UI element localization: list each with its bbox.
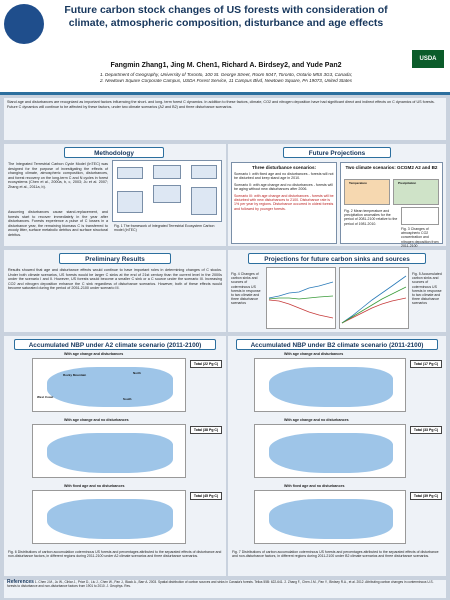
fig4-caption: Fig. 4 Changes of carbon sinks and sources of coterminous US forests in response to two climate and three disturbance scenarios [231,272,261,306]
a2-row1-label: With age change and disturbances [64,352,124,356]
region-north: North [133,371,141,375]
poster-header [0,0,450,95]
fig4-lines [267,268,335,328]
methodology-panel [4,144,226,246]
a2-map-3 [32,490,186,544]
diagram-node [191,187,217,215]
diagram-node [117,167,143,179]
methodology-title: Methodology [64,147,164,158]
references-text: 1. Chen J.M., Ju W., Cihlar J., Price D., Liu J., Chen W., Pan J., Black A., Barr A. 2003. Spatial distribution of carbon sources and sinks in Canada's forests. Tellus 55B: 622-641. 2. Zhang F., Chen J.M., Pan Y., Birdsey R.A., et al. 2012. Attributing carbon changes in conterminous U.S. forests to disturbance and non-disturbance factors from 1901 to 2010. J. Geophys. Res. [7,580,434,588]
a2-map-1 [32,358,186,412]
fig5-chart [339,267,409,329]
us-map-shape [47,433,173,473]
us-map-shape [269,433,393,473]
a2-total-1: Total (22 Pg C) [190,360,222,368]
affiliation-1: 1. Department of Geography, University of Toronto, 100 St. George Street, Room 5047, Toronto, Ontario M5S 3G3, Canada; [99,72,353,77]
region-rocky: Rocky Mountain [63,373,87,377]
us-map-shape [269,367,393,407]
us-map-shape [269,499,393,539]
projections-sink-title: Projections for future carbon sinks and sources [248,253,426,264]
future-projections-panel [228,144,446,246]
a2-map-2 [32,424,186,478]
methodology-text-1: The Integrated Terrestrial Carbon Cycle Model (InTEC) was designed for the purpose of investigating the effects of changing climate, atmospheric composition, disturbances, and forest recovery on the long-term C and N cycles in forest ecosystems (Chen et al., 2000a, b, c, 2003; Ju et al. 2007; Zhang et al., 2011a, b). [8,162,108,189]
b2-map-1 [254,358,406,412]
affiliations [56,72,396,84]
b2-total-1: Total (17 Pg C) [410,360,442,368]
authors: Fangmin Zhang1, Jing M. Chen1, Richard A. Birdsey2, and Yude Pan2 [110,62,342,69]
methodology-text-2: Assuming disturbances cause stand-replacement, and forests start to recover immediately in the year after disturbances. Forests experience a pulse of C losses in a disturbance year, the remaining biomass C is transferred to woody litter, surface metabolic detritus and surface structural detritus. [8,210,108,237]
region-west: West Coast [37,395,54,399]
fig2-caption: Fig. 2 Mean temperature and precipitation anomalies for the period of 2081-2100 relative to the period of 1981-2010. [344,209,398,226]
scenario-2: Scenario II: with age change and no disturbances - forests will be aging without new disturbances after 2006. [234,182,333,192]
fig7-caption: Fig. 7 Distributions of carbon accumulation coterminous US forests and percentages attributed to the separated effects of disturbance and non-disturbance factors, in different regions during 2011-2100 under B2 climate scenarios and three disturbance scenarios. [232,550,439,559]
temperature-map [344,179,390,205]
b2-total-2: Total (33 Pg C) [410,426,442,434]
precipitation-map [393,179,439,205]
three-scenarios-box [231,162,337,244]
diagram-node [153,165,181,179]
b2-map-2 [254,424,406,478]
b2-panel [228,336,446,576]
fig3-caption: Fig. 3 Changes of atmospheric CO2 concentration and nitrogen deposition from 2011-2100 [401,227,439,248]
fig5-lines [340,268,408,328]
b2-title: Accumulated NBP under B2 climate scenario (2011-2100) [236,339,438,350]
university-logo-icon [4,4,44,44]
a2-row2-label: With age change and no disturbances [64,418,129,422]
a2-title: Accumulated NBP under A2 climate scenario (2011-2100) [14,339,216,350]
co2-line-chart [401,207,439,225]
diagram-node [117,191,143,213]
scenario-3: Scenario III: with age change and disturbances - forests will be disturbed with new disturbances to 2100. Disturbance rate is 1% per year by regions. Disturbance occurred in oldest forests and followed by younger forests. [234,193,334,211]
three-scenarios-heading: Three disturbance scenarios: [251,165,317,170]
poster-title: Future carbon stock changes of US forests with consideration of climate, atmospheric composition, disturbance and age effects [64,4,388,29]
a2-row3-label: With fixed age and no disturbances [64,484,125,488]
scenario-1: Scenario I: with fixed age and no disturbances - forests will not be disturbed and keep stand age in 2010. [234,172,334,181]
b2-row2-label: With age change and no disturbances [284,418,349,422]
introduction: Stand age and disturbances are recognized as important factors influencing the short- and long- term forest C dynamics. In addition to these factors, climate, CO2 and nitrogen deposition have had significant direct and indirect effects on C dynamics of US forests. Future C dynamics will continue to be affected by these factors, under two climate scenarios (A2 and B2) and three disturbance scenarios. [4,98,446,140]
b2-total-3: Total (39 Pg C) [410,492,442,500]
projections-sink-panel [228,250,446,332]
diagram-node [191,165,217,179]
two-climate-box [340,162,443,248]
fig6-caption: Fig. 6 Distributions of carbon accumulation coterminous US forests and percentages attributed to the separated effects of disturbance and non-disturbance factors, in different regions during 2011-2100 under A2 climate scenarios and three disturbance scenarios. [8,550,222,559]
region-south: South [123,397,132,401]
a2-total-3: Total (45 Pg C) [190,492,222,500]
references-title: References [7,579,34,585]
b2-row3-label: With fixed age and no disturbances [284,484,345,488]
usda-logo: USDA [412,50,444,68]
precipitation-label: Precipitation [398,181,417,185]
preliminary-text: Results showed that age and disturbance effects would continue to have important roles in determining changes of C stocks. Under both climate scenarios, US forests would be larger C sinks at the end of 21st century than the current level in the 2000s under the scenario I and II. However, US forests would become a smaller C sink or a C source under the scenario III. Increasing CO2 and nitrogen deposition enhance the C sink regardless of disturbance scenarios. However, both of these effects would become saturated during the period of 2051-2100 under scenario III. [8,268,222,290]
a2-panel [4,336,226,576]
two-climate-heading: Two climate scenarios: GCGM2 A2 and B2 [345,165,438,170]
intec-framework-diagram [112,160,222,222]
fig5-caption: Fig. 5 Accumulated carbon sinks and sources of coterminous US forests in response to two climate and three disturbance scenarios [412,272,442,306]
a2-total-2: Total (38 Pg C) [190,426,222,434]
diagram-node [153,185,181,203]
preliminary-title: Preliminary Results [59,253,171,264]
references [4,580,446,598]
temperature-label: Temperature [349,181,367,185]
future-projections-title: Future Projections [283,147,391,158]
affiliation-2: 2. Newtown Square Corporate Campus, USDA Forest Service, 11 Campus Blvd, Newtown Square, PA 19073, United States [99,78,352,83]
us-map-shape [47,499,173,539]
b2-map-3 [254,490,406,544]
fig4-chart [266,267,336,329]
b2-row1-label: With age change and disturbances [284,352,344,356]
preliminary-panel [4,250,226,332]
fig1-caption: Fig. 1 The framework of Integrated Terrestrial Ecosystem Carbon model (InTEC) [114,224,215,233]
